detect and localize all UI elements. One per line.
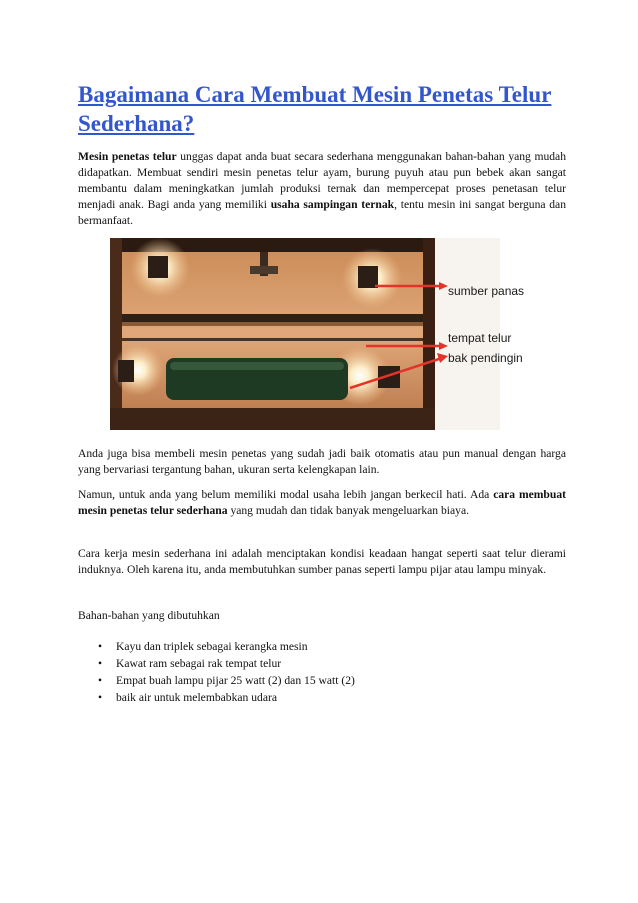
p3-text-2: yang mudah dan tidak banyak mengeluarkan biaya. xyxy=(227,504,470,517)
bullet-icon: • xyxy=(98,674,103,687)
intro-text-1: unggas dapat anda buat secara sederhana menggunakan bahan-bahan yang mudah didapatkan. Membuat sendiri mesin penetas telur ayam, burung puyuh atau pun bebek akan sangat membantu dalam meningkatkan jumlah produksi ternak dan mempercepat proses penetasan telur menjadi anak. Bagi anda yang memiliki xyxy=(78,150,567,211)
bullet-icon: • xyxy=(98,640,103,653)
paragraph-cara-kerja: Cara kerja mesin sederhana ini adalah menciptakan kondisi keadaan hangat seperti saat telur dierami induknya. Oleh karena itu, anda membutuhkan sumber panas seperti lampu pijar atau lampu minyak. xyxy=(78,547,566,576)
bullet-icon: • xyxy=(98,657,103,670)
intro-text-2: , tentu mesin ini sangat berguna dan bermanfaat. xyxy=(78,198,566,227)
materials-list xyxy=(96,638,355,706)
bold-term-usaha-sampingan: usaha sampingan ternak xyxy=(270,198,395,211)
bold-term-mesin-penetas: Mesin penetas telur xyxy=(78,150,177,163)
article-title[interactable]: Bagaimana Cara Membuat Mesin Penetas Telur Sederhana? xyxy=(78,82,552,136)
materials-heading: Bahan-bahan yang dibutuhkan xyxy=(78,609,220,622)
label-bak-pendingin: bak pendingin xyxy=(448,351,523,365)
bullet-icon: • xyxy=(98,691,103,704)
paragraph-cara-membuat xyxy=(78,487,566,519)
list-item: • Empat buah lampu pijar 25 watt (2) dan 15 watt (2) xyxy=(98,674,355,687)
paragraph-beli-mesin: Anda juga bisa membeli mesin penetas yang sudah jadi baik otomatis atau pun manual dengan harga yang bervariasi tergantung bahan, ukuran serta kelengkapan lain. xyxy=(78,447,566,476)
p3-text-1: Namun, untuk anda yang belum memiliki modal usaha lebih jangan berkecil hati. Ada xyxy=(78,488,494,501)
bold-term-cara-membuat: cara membuat mesin penetas telur sederhana xyxy=(78,488,566,517)
label-tempat-telur: tempat telur xyxy=(448,331,512,345)
incubator-photo xyxy=(110,238,525,430)
list-item: • baik air untuk melembabkan udara xyxy=(98,691,277,704)
list-item: • Kayu dan triplek sebagai kerangka mesin xyxy=(98,640,308,653)
intro-paragraph xyxy=(78,149,566,229)
label-sumber-panas: sumber panas xyxy=(448,284,525,298)
list-item: • Kawat ram sebagai rak tempat telur xyxy=(98,657,282,670)
